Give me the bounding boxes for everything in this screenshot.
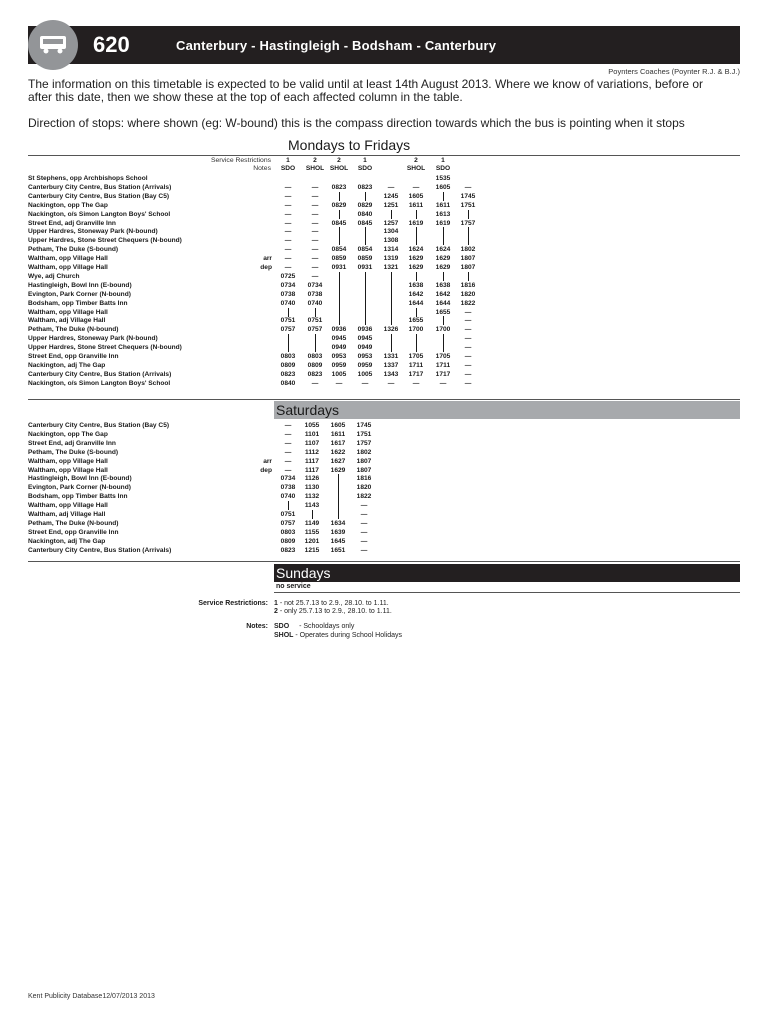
restriction-code: 1 — [441, 157, 445, 164]
sundays-bar — [274, 564, 740, 582]
timetable-cell: — — [464, 335, 472, 343]
timetable-cell: — — [311, 210, 319, 218]
legend-restriction-1-text: - not 25.7.13 to 2.9., 28.10. to 1.11. — [279, 600, 389, 607]
timetable-cell: 1624 — [408, 246, 424, 254]
timetable-cell: — — [412, 379, 420, 387]
timetable-cell: 1107 — [304, 439, 320, 447]
timetable-cell: 1117 — [305, 457, 319, 465]
timetable-cell: — — [361, 379, 369, 387]
timetable-cell: 0823 — [307, 370, 323, 378]
timetable-cell: 1331 — [383, 353, 399, 360]
timetable-cell: 0734 — [280, 281, 296, 289]
timetable-cell: — — [464, 361, 472, 369]
timetable-cell: 1619 — [408, 219, 424, 227]
timetable-cell: 1321 — [383, 264, 399, 271]
timetable-cell: 1655 — [408, 317, 424, 325]
stop-name: Street End, opp Granville Inn — [28, 353, 119, 360]
timetable-cell: 0740 — [280, 493, 296, 501]
timetable-cell: 0738 — [307, 290, 323, 298]
timetable-cell: 0845 — [357, 219, 373, 227]
timetable-cell: 0845 — [331, 219, 347, 227]
timetable-cell: 1257 — [383, 219, 399, 227]
timetable-cell: 1820 — [460, 290, 476, 298]
timetable-cell: — — [464, 379, 472, 387]
timetable-cell: 0757 — [280, 519, 296, 527]
timetable-cell: — — [284, 430, 292, 438]
stop-name: Upper Hardres, Stoneway Park (N-bound) — [28, 228, 158, 236]
sat-bottom-rule — [28, 561, 740, 562]
timetable-cell: — — [284, 466, 292, 474]
timetable-cell: — — [464, 353, 472, 360]
timetable-cell: 0953 — [331, 353, 347, 360]
timetable-cell: 1611 — [330, 430, 346, 438]
timetable-cell: 1605 — [435, 183, 451, 191]
timetable-cell: 1655 — [435, 308, 451, 316]
timetable-cell: 1245 — [383, 192, 399, 200]
timetable-cell: 1822 — [460, 299, 476, 307]
timetable-cell: 1101 — [304, 430, 320, 438]
legend-shol-code: SHOL — [274, 632, 294, 639]
timetable-cell: 0823 — [357, 183, 373, 191]
legend-sdo-text: - Schooldays only — [299, 623, 355, 630]
timetable-cell: 1751 — [356, 430, 372, 438]
stop-name: Bodsham, opp Timber Batts Inn — [28, 493, 128, 501]
timetable-cell: 0740 — [307, 299, 323, 307]
timetable-cell: 0738 — [280, 290, 296, 298]
restriction-code: 1 — [286, 157, 290, 164]
stop-name: Upper Hardres, Stone Street Chequers (N-bound) — [28, 237, 182, 245]
operator-name: Poynters Coaches (Poynter R.J. & B.J.) — [608, 67, 740, 76]
timetable-cell: — — [311, 272, 319, 280]
timetable-cell: — — [464, 370, 472, 378]
stop-name: Upper Hardres, Stoneway Park (N-bound) — [28, 335, 158, 343]
timetable-cell: 0751 — [280, 511, 296, 518]
restriction-code: 1 — [363, 157, 367, 164]
timetable-cell: 1717 — [435, 370, 451, 378]
timetable-cell: — — [311, 228, 319, 236]
timetable-cell: 0803 — [307, 353, 323, 360]
timetable-cell: 1807 — [460, 264, 476, 271]
mf-bottom-rule — [28, 399, 740, 400]
timetable-cell: — — [284, 439, 292, 447]
timetable-cell: 1130 — [304, 484, 320, 492]
timetable-cell: 1807 — [356, 457, 372, 465]
timetable-cell: 1605 — [330, 422, 346, 429]
timetable-cell: 1639 — [330, 528, 346, 536]
stop-name: Street End, adj Granville Inn — [28, 439, 116, 447]
note-code: SDO — [280, 165, 296, 172]
timetable-cell: — — [335, 379, 343, 387]
timetable-cell: — — [360, 546, 368, 554]
timetable-cell: 0757 — [280, 326, 296, 334]
timetable-cell: 1822 — [356, 493, 372, 501]
timetable-cell: 1326 — [383, 326, 399, 334]
timetable-cell: 0953 — [357, 353, 373, 360]
timetable-cell: — — [360, 511, 368, 518]
timetable-cell: — — [360, 528, 368, 536]
timetable-cell: 0738 — [280, 484, 296, 492]
legend-note-shol — [274, 631, 402, 641]
timetable-cell: — — [360, 502, 368, 510]
timetable-cell: 1629 — [330, 466, 346, 474]
arr-dep-label: arr — [263, 255, 272, 263]
sundays-title: Sundays — [276, 565, 331, 581]
stop-name: Waltham, adj Village Hall — [28, 511, 106, 518]
timetable-cell: — — [360, 537, 368, 545]
saturdays-bar — [274, 401, 740, 419]
stop-name: Waltham, opp Village Hall — [28, 502, 108, 510]
timetable-cell: 1645 — [330, 537, 346, 545]
stop-name: Petham, The Duke (S-bound) — [28, 448, 119, 456]
timetable-cell: — — [284, 183, 292, 191]
stop-name: Petham, The Duke (S-bound) — [28, 246, 119, 254]
timetable-cell: 1807 — [356, 466, 372, 474]
note-code: SHOL — [329, 165, 349, 172]
timetable-cell: 0809 — [280, 361, 296, 369]
timetable-cell: 0931 — [357, 264, 373, 271]
timetable-cell: 0936 — [357, 326, 373, 334]
timetable-cell: 1717 — [408, 370, 424, 378]
timetable-cell: 1751 — [460, 201, 476, 209]
timetable-cell: 1215 — [304, 546, 320, 554]
stop-name: Waltham, adj Village Hall — [28, 317, 106, 325]
timetable-cell: 1711 — [435, 361, 451, 369]
timetable-cell: — — [311, 219, 319, 227]
timetable-cell: 0823 — [280, 370, 296, 378]
timetable-cell: 1611 — [408, 201, 424, 209]
timetable-cell: 1807 — [460, 255, 476, 263]
arr-dep-label: dep — [260, 264, 272, 271]
timetable-cell: — — [284, 219, 292, 227]
timetable-cell: — — [464, 344, 472, 352]
validity-notice: The information on this timetable is expected to be valid until at least 14th August 2013. Where we know of variations, before or after this date, then we show these at the top of each affected column in the table. — [28, 77, 704, 104]
timetable-cell: 1700 — [435, 326, 451, 334]
timetable-cell: 1642 — [435, 290, 451, 298]
stop-name: Nackington, adj The Gap — [28, 537, 106, 545]
timetable-cell: 0734 — [280, 475, 296, 483]
timetable-cell: 1705 — [435, 353, 451, 360]
timetable-cell: 1304 — [383, 228, 399, 236]
stop-name: Petham, The Duke (N-bound) — [28, 519, 119, 527]
timetable-cell: — — [464, 317, 472, 325]
stop-name: Wye, adj Church — [28, 272, 80, 280]
timetable-cell: — — [284, 228, 292, 236]
timetable-cell: 1816 — [460, 281, 476, 289]
timetable-cell: 1617 — [330, 439, 346, 447]
timetable-cell: 1343 — [383, 370, 399, 378]
timetable-cell: 1745 — [356, 422, 372, 429]
legend-restrictions-label: Service Restrictions: — [198, 600, 268, 607]
timetable-cell: 0859 — [331, 255, 347, 263]
timetable-cell: 1802 — [460, 246, 476, 254]
legend-restriction-2-text: - only 25.7.13 to 2.9., 28.10. to 1.11. — [279, 608, 392, 615]
timetable-cell: 1629 — [408, 255, 424, 263]
timetable-cell: 1629 — [435, 264, 451, 271]
timetable-cell: — — [311, 192, 319, 200]
bus-badge — [28, 20, 78, 70]
note-code: SDO — [357, 165, 373, 172]
note-code: SHOL — [406, 165, 426, 172]
timetable-cell: 1757 — [460, 219, 476, 227]
legend-shol-text: - Operates during School Holidays — [295, 632, 403, 639]
timetable-cell: — — [284, 264, 292, 271]
timetable-cell: 0931 — [331, 264, 347, 271]
route-number: 620 — [93, 32, 130, 57]
stop-name: Nackington, opp The Gap — [28, 201, 108, 209]
stop-name: Waltham, opp Village Hall — [28, 457, 108, 465]
timetable-cell: — — [464, 183, 472, 191]
stop-name: Canterbury City Centre, Bus Station (Arrivals) — [28, 546, 172, 554]
timetable-cell: 0809 — [280, 537, 296, 545]
timetable-cell: — — [311, 379, 319, 387]
legend-sdo-code: SDO — [274, 623, 290, 630]
timetable-cell: — — [284, 255, 292, 263]
note-code: SDO — [435, 165, 451, 172]
timetable-cell: 1308 — [383, 237, 399, 245]
stop-name: Nackington, o/s Simon Langton Boys' School — [28, 379, 171, 387]
timetable-cell: 1757 — [356, 439, 372, 447]
stop-name: Waltham, opp Village Hall — [28, 255, 108, 263]
bus-icon — [38, 34, 68, 56]
timetable-cell: 0949 — [357, 344, 373, 352]
stop-name: Nackington, adj The Gap — [28, 361, 106, 369]
timetable-cell: 1711 — [408, 361, 424, 369]
timetable-cell: 1802 — [356, 448, 372, 456]
notes-label: Notes — [253, 165, 271, 172]
timetable-cell: 1700 — [408, 326, 424, 334]
stop-name: Canterbury City Centre, Bus Station (Bay C5) — [28, 422, 170, 429]
stop-name: Upper Hardres, Stone Street Chequers (N-bound) — [28, 344, 182, 352]
timetable-cell: 1629 — [408, 264, 424, 271]
stop-name: Evington, Park Corner (N-bound) — [28, 290, 131, 298]
stop-name: Waltham, opp Village Hall — [28, 466, 108, 474]
stop-name: Street End, opp Granville Inn — [28, 528, 119, 536]
timetable-cell: — — [311, 201, 319, 209]
timetable-cell: — — [284, 210, 292, 218]
timetable-cell: 1143 — [304, 502, 320, 510]
legend-notes-label: Notes: — [246, 623, 268, 630]
timetable-cell: 1624 — [435, 246, 451, 254]
timetable-cell: — — [387, 379, 395, 387]
timetable-cell: — — [464, 326, 472, 334]
timetable-cell: 0740 — [280, 299, 296, 307]
timetable-cell: 1627 — [330, 457, 346, 465]
timetable-cell: — — [284, 192, 292, 200]
timetable-cell: 1634 — [330, 519, 346, 527]
timetable-cell: 0803 — [280, 528, 296, 536]
timetable-cell: 1622 — [330, 448, 346, 456]
timetable-cell: 1155 — [304, 528, 320, 536]
stop-name: Street End, adj Granville Inn — [28, 219, 116, 227]
timetable-cell: 1619 — [435, 219, 451, 227]
timetable-cell: 1613 — [435, 210, 451, 218]
timetable-cell: 1605 — [408, 192, 424, 200]
stop-name: Canterbury City Centre, Bus Station (Bay C5) — [28, 192, 170, 200]
timetable-cell: — — [311, 264, 319, 271]
timetable-cell: 1149 — [304, 519, 320, 527]
timetable-cell: 0945 — [331, 335, 347, 343]
timetable-cell: 1820 — [356, 484, 372, 492]
timetable-cell: — — [311, 246, 319, 254]
timetable-cell: — — [311, 183, 319, 191]
timetable-cell: 1638 — [435, 281, 451, 289]
timetable-cell: 0840 — [357, 210, 373, 218]
timetable-cell: — — [412, 183, 420, 191]
stop-name: Waltham, opp Village Hall — [28, 264, 108, 271]
route-title: Canterbury - Hastingleigh - Bodsham - Canterbury — [176, 38, 497, 53]
timetable-cell: 1611 — [435, 201, 451, 209]
timetable-cell: 1816 — [356, 475, 372, 483]
stop-name: Hastingleigh, Bowl Inn (E-bound) — [28, 281, 132, 289]
timetable-cell: 0945 — [357, 335, 373, 343]
stop-name: Nackington, o/s Simon Langton Boys' School — [28, 210, 171, 218]
timetable-cell: — — [284, 237, 292, 245]
timetable-cell: 1055 — [304, 422, 320, 429]
timetable-cell: 0823 — [280, 546, 296, 554]
timetable-cell: — — [284, 422, 292, 429]
timetable-cell: — — [311, 255, 319, 263]
timetable-cell: 0725 — [280, 272, 296, 280]
timetable-cell: — — [387, 183, 395, 191]
timetable-cell: 1705 — [408, 353, 424, 360]
timetable-cell: — — [284, 448, 292, 456]
timetable-cell: 0809 — [307, 361, 323, 369]
timetable-cell: 0757 — [307, 326, 323, 334]
timetable-cell: 1642 — [408, 290, 424, 298]
stop-name: St Stephens, opp Archbishops School — [28, 175, 148, 182]
timetable-cell: — — [284, 457, 292, 465]
mondays-to-fridays-title: Mondays to Fridays — [288, 137, 411, 153]
direction-notice: Direction of stops: where shown (eg: W-bound) this is the compass direction towards which the bus is pointing when it stops — [28, 116, 685, 130]
timetable-cell: 1337 — [383, 361, 399, 369]
timetable-cell: — — [439, 379, 447, 387]
timetable-cell: 0840 — [280, 379, 296, 387]
note-code: SHOL — [305, 165, 325, 172]
stop-name: Hastingleigh, Bowl Inn (E-bound) — [28, 475, 132, 483]
legend-restriction-2 — [274, 607, 392, 617]
timetable-cell: 1629 — [435, 255, 451, 263]
timetable-cell: 1132 — [304, 493, 320, 501]
restriction-code: 2 — [313, 157, 317, 164]
timetable-cell: 1638 — [408, 281, 424, 289]
timetable-cell: 1005 — [331, 370, 347, 378]
timetable-cell: 0959 — [357, 361, 373, 369]
stop-name: Canterbury City Centre, Bus Station (Arrivals) — [28, 370, 172, 378]
stop-name: Nackington, opp The Gap — [28, 430, 108, 438]
legend-restriction-1-code: 1 — [274, 600, 278, 607]
timetable-cell: 1651 — [330, 546, 346, 554]
timetable-cell: 0854 — [357, 246, 373, 254]
timetable-cell: 1745 — [460, 192, 476, 200]
timetable-cell: 0734 — [307, 281, 323, 289]
stop-name: Canterbury City Centre, Bus Station (Arrivals) — [28, 183, 172, 191]
saturdays-title: Saturdays — [276, 402, 340, 418]
footer-text: Kent Publicity Database12/07/2013 2013 — [28, 993, 155, 1000]
timetable-cell: 1644 — [435, 299, 451, 307]
timetable-cell: — — [284, 246, 292, 254]
no-service-text: no service — [276, 583, 311, 590]
timetable-cell: 0854 — [331, 246, 347, 254]
timetable-cell: — — [360, 519, 368, 527]
stop-name: Bodsham, opp Timber Batts Inn — [28, 299, 128, 307]
timetable-cell: 1201 — [304, 537, 320, 545]
timetable-cell: 0949 — [331, 344, 347, 352]
restriction-code: 2 — [414, 157, 418, 164]
timetable-cell: 0936 — [331, 326, 347, 334]
arr-dep-label: dep — [260, 466, 272, 474]
timetable-cell: 0751 — [307, 317, 323, 325]
timetable-cell: 0829 — [357, 201, 373, 209]
timetable-cell: 0803 — [280, 353, 296, 360]
timetable-cell: 1644 — [408, 299, 424, 307]
timetable-cell: 0751 — [280, 317, 296, 325]
timetable-cell: 1314 — [383, 246, 399, 254]
timetable-cell: 1117 — [305, 466, 319, 474]
stop-name: Petham, The Duke (N-bound) — [28, 326, 119, 334]
timetable-cell: 1535 — [435, 175, 451, 182]
timetable-cell: — — [464, 308, 472, 316]
timetable-cell: 0823 — [331, 183, 347, 191]
timetable-cell: — — [284, 201, 292, 209]
timetable-cell: 1112 — [305, 448, 319, 456]
timetable-cell: — — [311, 237, 319, 245]
arr-dep-label: arr — [263, 457, 272, 465]
timetable-cell: 0959 — [331, 361, 347, 369]
stop-name: Waltham, opp Village Hall — [28, 308, 108, 316]
sun-bottom-rule — [274, 592, 740, 593]
timetable-cell: 0859 — [357, 255, 373, 263]
timetable-cell: 1251 — [383, 201, 399, 209]
timetable-cell: 0829 — [331, 201, 347, 209]
stop-name: Evington, Park Corner (N-bound) — [28, 484, 131, 492]
timetable-cell: 1319 — [383, 255, 399, 263]
restriction-code: 2 — [337, 157, 341, 164]
legend-restriction-2-code: 2 — [274, 608, 278, 615]
service-restrictions-label: Service Restrictions — [210, 157, 271, 164]
timetable-cell: 1005 — [357, 370, 373, 378]
timetable-cell: 1126 — [304, 475, 320, 483]
